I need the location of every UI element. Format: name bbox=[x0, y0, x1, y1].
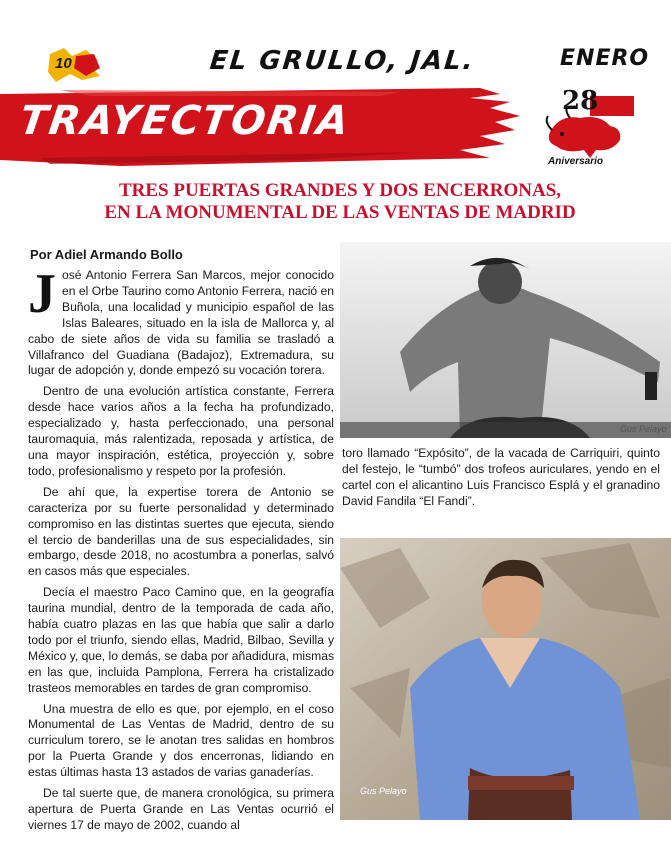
publication-title: EL GRULLO, JAL. bbox=[208, 46, 477, 76]
paragraph-2: Dentro de una evolución artística constante, Ferrera desde hace varios años a la fecha ha profundizado, especializado y, hasta perfeccionado, una personal tauromaquia, más ralentizada, reposada y artística, de una mayor inspiración, estética, proyección y, sobre todo, profesionalismo y respeto por la profesión. bbox=[28, 384, 334, 478]
paragraph-5: Una muestra de ello es que, por ejemplo, en el coso Monumental de Las Ventas de Madrid, dentro de su curriculum torero, se le anotan tres salidas en hombros por la Puerta Grande y dos encerronas, lidiando en estas últimas hasta 13 astados de varias ganaderías. bbox=[28, 701, 334, 780]
photo-bullfighter-color bbox=[340, 538, 671, 820]
paragraph-1: José Antonio Ferrera San Marcos, mejor conocido en el Orbe Taurino como Antonio Ferrera, nació en Buñola, una localidad y municipio español de las Islas Baleares, situado en la isla de Mallorca y, al cabo de siete años de vida su familia se trasladó a Villafranco del Guadiana (Badajoz), Extremadura, su lugar de adopción y, donde empezó su vocación torera. bbox=[28, 263, 334, 378]
photo1-credit: Gus Pelayo bbox=[620, 424, 667, 434]
headline-line-1: TRES PUERTAS GRANDES Y DOS ENCERRONAS, bbox=[118, 180, 562, 201]
paragraph-3: De ahí que, la expertise torera de Antonio se caracteriza por su fuerte personalidad y determinado compromiso en las distintas suertes que ejecuta, siendo el tercio de banderillas una de sus especialidades, sin embargo, desde 2018, no acostumbra a ponerlas, salvó en casos más que especiales. bbox=[28, 484, 334, 579]
photo2-credit: Gus Pelayo bbox=[360, 786, 407, 796]
issue-month: ENERO bbox=[560, 46, 650, 71]
page-number: 10 bbox=[55, 55, 72, 72]
paragraph-4: Decía el maestro Paco Camino que, en la geografía taurina mundial, dentro de la temporada de cada año, había cuatro plazas en las que había que salir a darlo todo por el triunfo, siendo ellas, Madrid, Bilbao, Sevilla y México y, que, lo demás, se daba por añadidura, mismas en las que, incluida Pamplona, Ferrera ha cristalizado trasteos memorables en tardes de gran compromiso. bbox=[28, 585, 334, 695]
drop-cap: J bbox=[28, 263, 56, 325]
headline-line-2: EN LA MONUMENTAL DE LAS VENTAS DE MADRID bbox=[104, 202, 576, 223]
byline: Por Adiel Armando Bollo bbox=[30, 247, 183, 262]
anniversary-number: 28 bbox=[562, 86, 599, 116]
article-body-left bbox=[28, 263, 334, 839]
anniversary-label: Aniversario bbox=[548, 156, 604, 167]
paragraph-continuation: toro llamado “Expósito”, de la vacada de Carriquiri, quinto del festejo, le “tumbó” dos trofeos auriculares, yendo en el cartel con el alicantino Luis Francisco Esplá y el granadino David Fandila “El Fandi”. bbox=[342, 446, 660, 508]
section-title: TRAYECTORIA bbox=[16, 98, 354, 144]
article-body-right bbox=[342, 446, 660, 510]
article-headline bbox=[40, 180, 640, 224]
paragraph-6: De tal suerte que, de manera cronológica, su primera apertura de Puerta Grande en Las Ventas ocurrió el viernes 17 de mayo de 2002, cuando al bbox=[28, 786, 334, 832]
photo-bullfighter-bw bbox=[340, 242, 671, 438]
